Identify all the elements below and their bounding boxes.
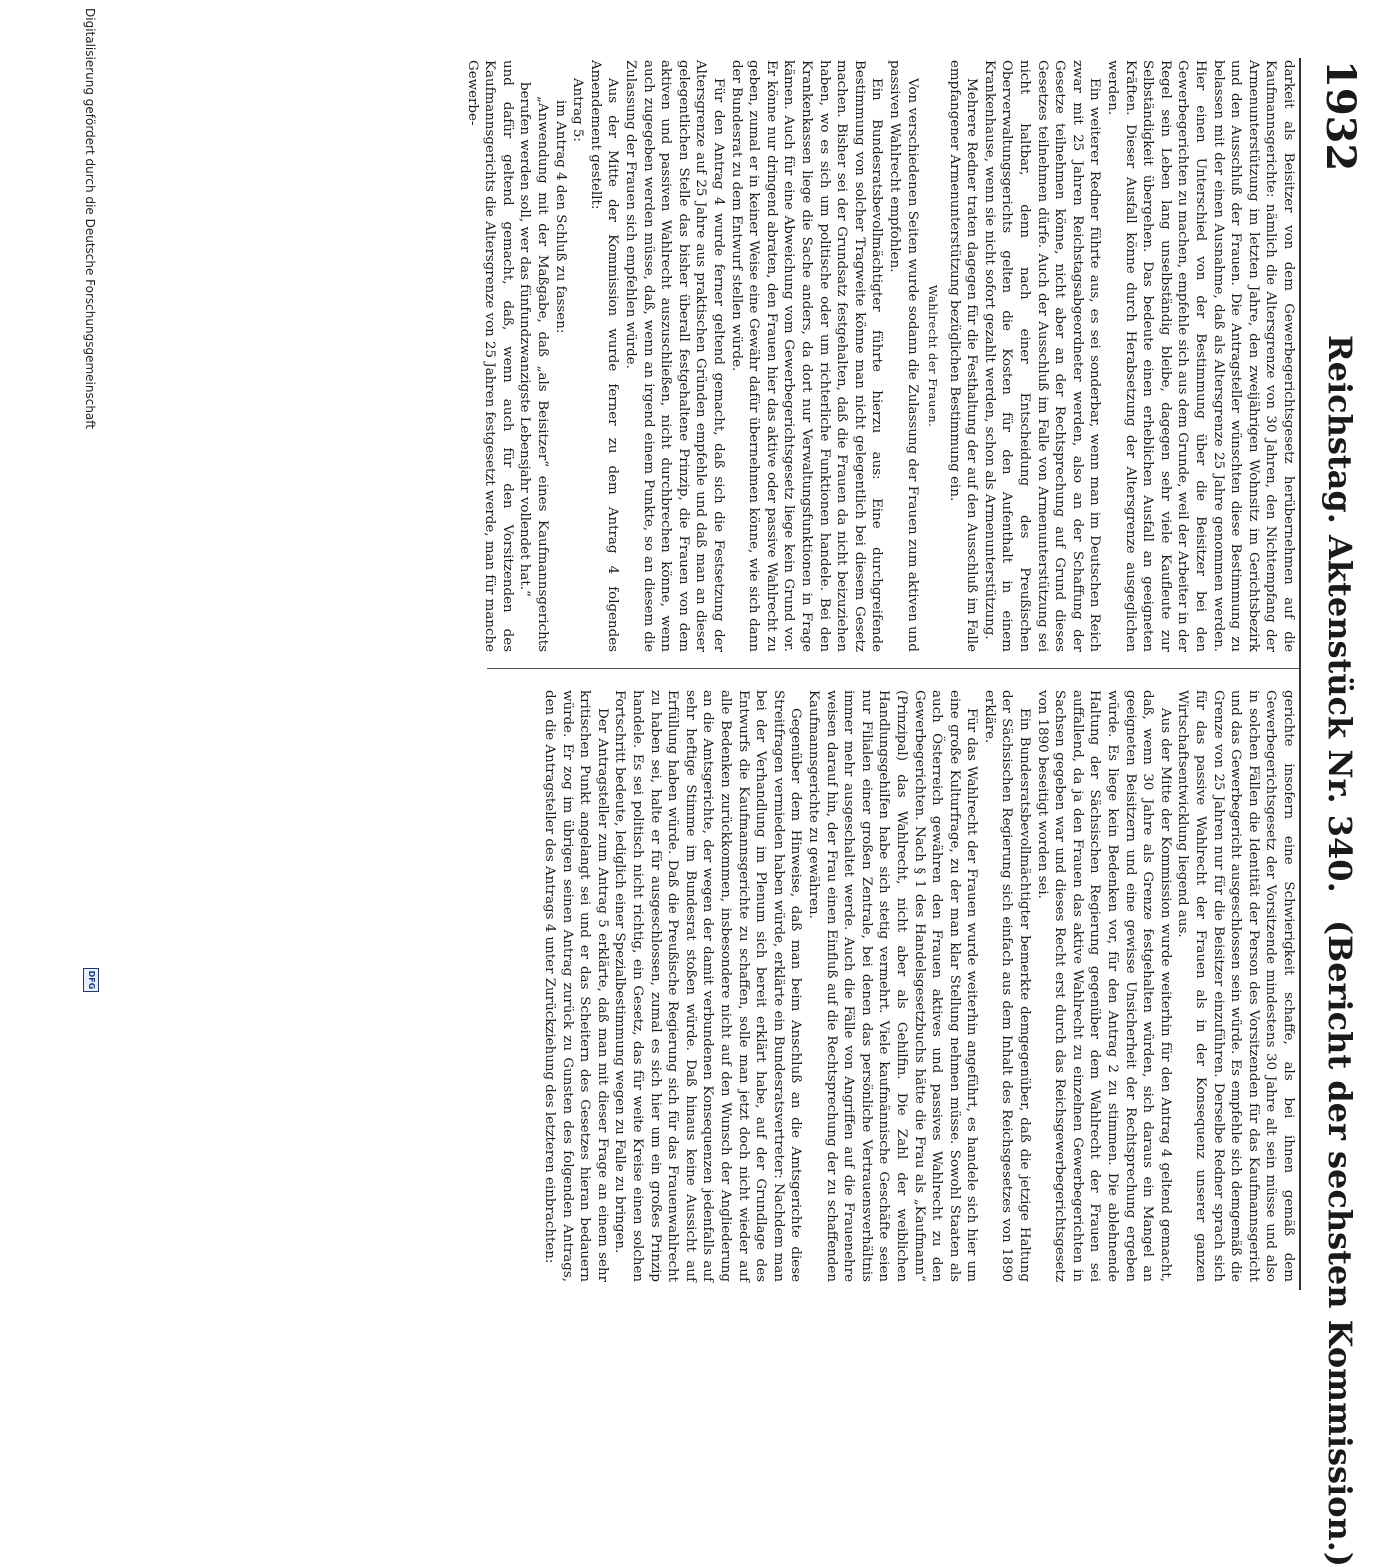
section-heading: Wahlrecht der Frauen. <box>926 284 941 428</box>
left-column <box>464 60 1297 652</box>
paragraph: Gegenüber dem Hinweise, daß man beim Anschluß an die Amtsgerichte diese Streitfragen vermieden haben würde, erklärte ein Bundesratsvertreter: Nachdem man bei der Verhandlung im Plenum sich bereit erklärt habe, auf der Grundlage des Entwurfs die Kaufmannsgerichte zu schaffen, solle man jetzt doch nicht wieder auf alle Bedenken zurückkommen, insbesondere nicht auf den Wunsch der Angliederung an die Amtsgerichte, der wegen der damit verbundenen Konsequenzen jedenfalls auf sehr heftige Stimme im Bundesrat stoßen würde. Daß hinaus keine Aussicht auf Erfüllung haben würde. Daß die Preußische Regierung sich für das Frauenwahlrecht zu haben sei, halte er für ausgeschlossen, zumal es sich hier um ein großes Prinzip handele. Es sei politisch nicht richtig, ein Gesetz, das für weite Kreise einen solchen Fortschritt bedeute, lediglich einer Spezialbestimmung wegen zu Falle zu bringen. <box>612 690 804 1282</box>
page-number: 1932 <box>1317 60 1364 172</box>
header-title: Reichstag. Aktenstück Nr. 340. <box>1321 335 1359 893</box>
column-divider <box>487 668 1299 669</box>
paragraph: Der Antragsteller zum Antrag 5 erklärte, daß man mit dieser Frage an einem sehr kritischen Punkt angelangt sei und er das Scheitern des Gesetzes hieran bedauern würde. Er zog im übrigen seinen Antrag zurück zu Gunsten des folgenden Antrags, den die Antragsteller des Antrags 4 unter Zurückziehung des letzteren einbrachten: <box>542 690 610 1282</box>
paragraph: und dafür geltend gemacht, daß, wenn auch für den Vorsitzenden des Kaufmannsgerichts die Altersgrenze von 25 Jahren festgesetzt werde, man für manche Gewerbe- <box>464 60 515 652</box>
right-column <box>489 690 1297 1282</box>
paragraph: Mehrere Redner traten dagegen für die Festhaltung der auf den Ausschluß im Falle empfangener Armenunterstützung bezüglichen Bestimmung ein. <box>946 60 980 652</box>
paragraph: Von verschiedenen Seiten wurde sodann die Zulassung der Frauen zum aktiven und passiven Wahlrecht empfohlen. <box>886 60 920 652</box>
header-subtitle: (Bericht der sechsten Kommission.) <box>1321 920 1359 1567</box>
paragraph: darkeit als Beisitzer von dem Gewerbegerichtsgesetz herübernehmen auf die Kaufmannsgerichte: nämlich die Altersgrenze von 30 Jahren, den Nichtempfang der Armenunterstützung im letzten Jahre, den zweijährigen Wohnsitz im Gerichtsbezirk und den Ausschluß der Frauen. Die Antragsteller wünschten diese Bestimmung zu belassen mit der einen Ausnahme, daß als Altersgrenze 25 Jahre genommen werden. Hier einen Unterschied von der Bestimmung über die Beisitzer bei den Gewerbegerichten zu machen, empfehle sich aus dem Grunde, weil der Arbeiter in der Regel sein Leben lang unselbständig bleibe, dagegen sehr viele Kaufleute zur Selbständigkeit übergehen. Das bedeute einen erheblichen Ausfall an geeigneten Kräften. Dieser Ausfall könne durch Herabsetzung der Altersgrenze ausgeglichen werden. <box>1105 60 1296 652</box>
quoted-amendment: „Anwendung mit der Maßgabe, daß „als Beisitzer“ eines Kaufmannsgerichts berufen werden soll, wer das fünfundzwanzigste Lebensjahr vollendet hat.“ <box>517 82 551 652</box>
digitization-credit: Digitalisierung gefördert durch die Deutsche Forschungsgemeinschaft <box>83 8 97 430</box>
dfg-logo: DFG <box>83 968 99 992</box>
paragraph: Ein Bundesratsbevollmächtigter führte hierzu aus: Eine durchgreifende Bestimmung von solcher Tragweite könne man nicht gelegentlich bei diesem Gesetz machen. Bisher sei der Grundsatz festgehalten, daß die Frauen da nicht beizuziehen haben, wo es sich um politische oder um richterliche Funktionen handele. Bei den Krankenkassen liege die Sache anders, da dort nur Verwaltungsfunktionen in Frage kämen. Auch für eine Abweichung vom Gewerbegerichtsgesetz liege kein Grund vor. Er könne nur dringend abraten, den Frauen hier das aktive oder passive Wahlrecht zu geben, zumal er in keiner Weise eine Gewähr dafür übernehmen könne, wie sich dann der Bundesrat zu dem Entwurf stellen würde. <box>728 60 885 652</box>
paragraph: im Antrag 4 den Schluß zu fassen: <box>552 100 568 334</box>
paragraph: Ein Bundesratsbevollmächtigter bemerkte demgegenüber, daß die jetzige Haltung der Sächsischen Regierung sich einfach aus dem Inhalt des Reichsgesetzes von 1890 erkläre. <box>981 690 1033 1282</box>
paragraph: Antrag 5: <box>570 78 586 142</box>
paragraph: Aus der Mitte der Kommission wurde ferner zu dem Antrag 4 folgendes Amendement gestellt: <box>587 60 621 652</box>
paragraph: gerichte insofern eine Schwierigkeit schaffe, als bei ihnen gemäß dem Gewerbegerichtsgesetz der Vorsitzende mindestens 30 Jahre alt sein müsse und also in solchen Fällen die Identität der Person des Vorsitzenden für das Kaufmannsgericht und das Gewerbegericht ausgeschlossen sein würde. Es empfehle sich demgemäß die Grenze von 25 Jahren nur für die Beisitzer einzuführen. Derselbe Redner sprach sich für das passive Wahlrecht der Frauen als in der Konsequenz unserer ganzen Wirtschaftsentwicklung liegend aus. <box>1175 690 1296 1282</box>
header-rule <box>1299 58 1301 1290</box>
paragraph: Aus der Mitte der Kommission wurde weiterhin für den Antrag 4 geltend gemacht, daß, wenn 30 Jahre als Grenze festgehalten würden, sich daraus ein Mangel an geeigneten Beisitzern und eine gewisse Unsicherheit der Rechtsprechung ergeben würde. Es liege kein Bedenken vor, für den Antrag 2 zu stimmen. Die ablehnende Haltung der Sächsischen Regierung gegenüber dem Wahlrecht der Frauen sei auffallend, da ja den Frauen das aktive Wahlrecht zu einzelnen Gewerbegerichten in Sachsen gegeben war und dieses Recht erst durch das Reichsgewerbegerichtsgesetz von 1890 beseitigt worden sei. <box>1034 690 1173 1282</box>
page-header <box>1307 60 1367 1567</box>
paragraph: Für das Wahlrecht der Frauen wurde weiterhin angeführt, es handele sich hier um eine große Kulturfrage, zu der man klar Stellung nehmen müsse. Sowohl Staaten als auch Österreich gewähren den Frauen aktives und passives Wahlrecht zu den Gewerbegerichten. Nach § 1 des Handelsgesetzbuchs hätte die Frau als „Kaufmann“ (Prinzipal) das Wahlrecht, nicht aber als Gehilfin. Die Zahl der weiblichen Handlungsgehilfen habe sich stetig vermehrt. Viele kaufmännische Geschäfte seien nur Filialen einer großen Zentrale, bei denen das persönliche Vertrauensverhältnis immer mehr ausgeschaltet werde. Auch die Fälle von Angriffen auf die Frauenehre weisen darauf hin, der Frau einen Einfluß auf die Rechtsprechung der zu schaffenden Kaufmannsgerichte zu gewähren. <box>805 690 980 1282</box>
paragraph: Für den Antrag 4 wurde ferner geltend gemacht, daß sich die Festsetzung der Altersgrenze auf 25 Jahre aus praktischen Gründen empfehle und daß man an dieser gelegentlichen Stelle das bisher überall festgehaltene Prinzip, die Frauen von dem aktiven und passiven Wahlrecht auszuschließen, nicht durchbrechen könne, wenn auch zugegeben werden müsse, daß, wenn an irgend einem Punkte, so an diesem die Zulassung der Frauen sich empfehlen würde. <box>623 60 726 652</box>
paragraph: Ein weiterer Redner führte aus, es sei sonderbar, wenn man im Deutschen Reich zwar mit 25 Jahren Reichstagsabgeordneter werden, also an der Schaffung der Gesetze teilnehmen könne, nicht aber an der Rechtsprechung auf Grund dieses Gesetzes teilnehmen dürfe. Auch der Ausschluß im Falle von Armenunterstützung sei nicht haltbar, denn nach einer Entscheidung des Preußischen Oberverwaltungsgerichts gelten die Kosten für den Aufenthalt in einem Krankenhause, wenn sie nicht sofort gezahlt werden, schon als Armenunterstützung. <box>981 60 1103 652</box>
